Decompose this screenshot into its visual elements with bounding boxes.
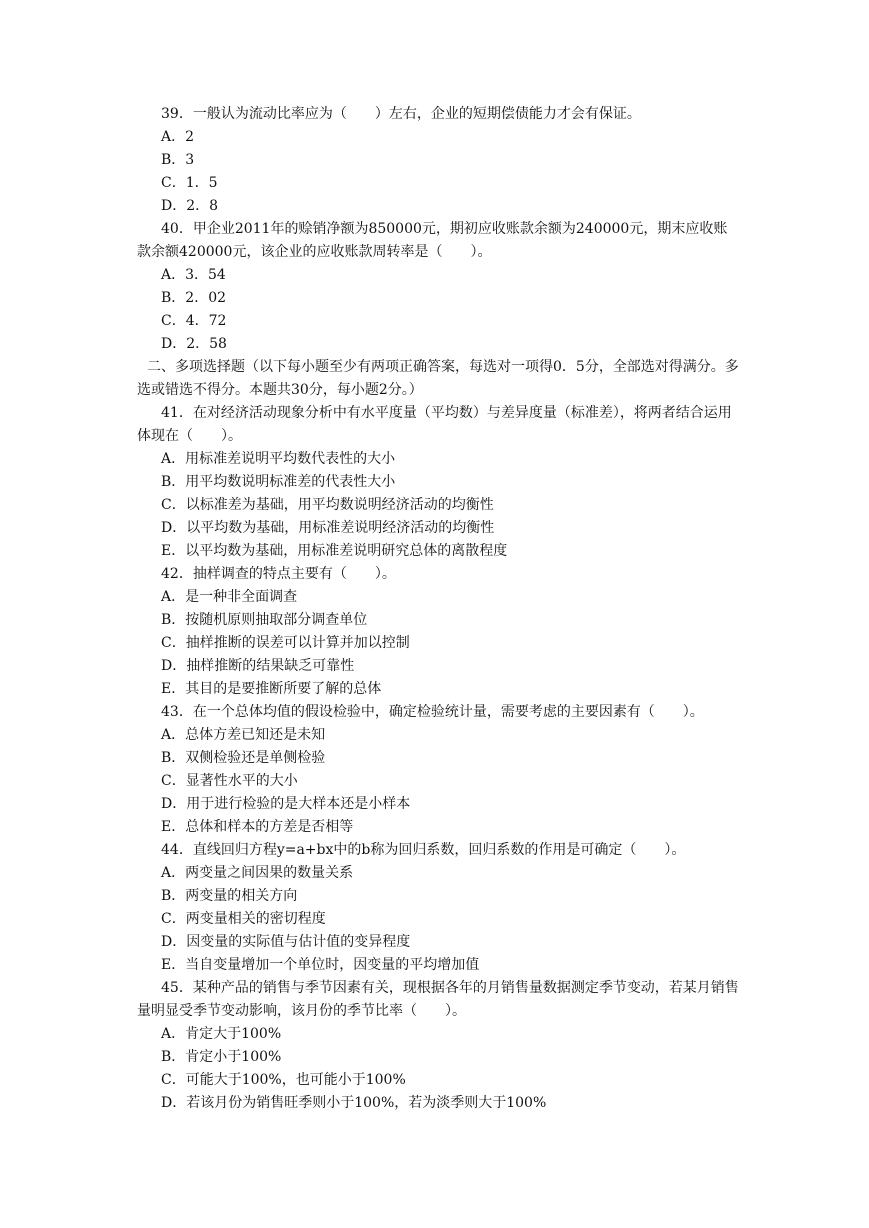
question-45 [137,977,741,1115]
question-stem: 41．在对经济活动现象分析中有水平度量（平均数）与差异度量（标准差），将两者结合运用体现在（ ）。 [137,405,732,444]
option-b: B．肯定小于100% [161,1049,282,1065]
option-d: D．用于进行检验的是大样本还是小样本 [161,796,411,812]
question-stem: 40．甲企业2011年的赊销净额为850000元，期初应收账款余额为240000元，期末应收账款余额420000元，该企业的应收账款周转率是（ ）。 [137,221,728,260]
option-b: B．两变量的相关方向 [161,888,298,904]
option-a: A．两变量之间因果的数量关系 [161,865,354,881]
question-39 [137,103,741,218]
option-e: E．总体和样本的方差是否相等 [161,819,354,835]
option-c: C．抽样推断的误差可以计算并加以控制 [161,635,410,651]
question-stem: 43．在一个总体均值的假设检验中，确定检验统计量，需要考虑的主要因素有（ ）。 [161,704,704,720]
option-e: E．其目的是要推断所要了解的总体 [161,681,382,697]
option-e: E．以平均数为基础，用标准差说明研究总体的离散程度 [161,543,508,559]
question-stem: 45．某种产品的销售与季节因素有关，现根据各年的月销售量数据测定季节变动，若某月销售量明显受季节变动影响，该月份的季节比率（ ）。 [137,980,739,1019]
option-a: A．3．54 [161,267,226,283]
option-d: D．以平均数为基础，用标准差说明经济活动的均衡性 [161,520,495,536]
option-c: C．1．5 [161,175,218,191]
option-a: A．2 [161,129,195,145]
option-b: B．用平均数说明标准差的代表性大小 [161,474,396,490]
question-41 [137,402,741,563]
question-44 [137,839,741,977]
question-stem: 42．抽样调查的特点主要有（ ）。 [161,566,396,582]
section-heading: 二、多项选择题（以下每小题至少有两项正确答案，每选对一项得0．5分，全部选对得满分。多选或错选不得分。本题共30分，每小题2分。） [137,359,739,398]
question-43 [137,701,741,839]
option-c: C．两变量相关的密切程度 [161,911,326,927]
question-stem: 39．一般认为流动比率应为（ ）左右，企业的短期偿债能力才会有保证。 [161,106,641,122]
option-c: C．显著性水平的大小 [161,773,298,789]
option-b: B．2．02 [161,290,227,306]
option-a: A．总体方差已知还是未知 [161,727,326,743]
option-e: E．当自变量增加一个单位时，因变量的平均增加值 [161,957,480,973]
option-b: B．双侧检验还是单侧检验 [161,750,326,766]
option-a: A．肯定大于100% [161,1026,282,1042]
option-d: D．2．8 [161,198,219,214]
option-d: D．2．58 [161,336,227,352]
question-42 [137,563,741,701]
option-a: A．用标准差说明平均数代表性的大小 [161,451,396,467]
section-multiple-choice [137,356,741,402]
option-a: A．是一种非全面调查 [161,589,298,605]
question-stem: 44．直线回归方程y=a+bx中的b称为回归系数，回归系数的作用是可确定（ ）。 [161,842,686,858]
option-b: B．按随机原则抽取部分调查单位 [161,612,368,628]
option-d: D．因变量的实际值与估计值的变异程度 [161,934,411,950]
option-c: C．以标准差为基础，用平均数说明经济活动的均衡性 [161,497,494,513]
option-b: B．3 [161,152,195,168]
question-40 [137,218,741,356]
option-c: C．可能大于100%，也可能小于100% [161,1072,406,1088]
option-c: C．4．72 [161,313,227,329]
option-d: D．抽样推断的结果缺乏可靠性 [161,658,355,674]
option-d: D．若该月份为销售旺季则小于100%，若为淡季则大于100% [161,1095,547,1111]
document-body [137,103,741,1115]
